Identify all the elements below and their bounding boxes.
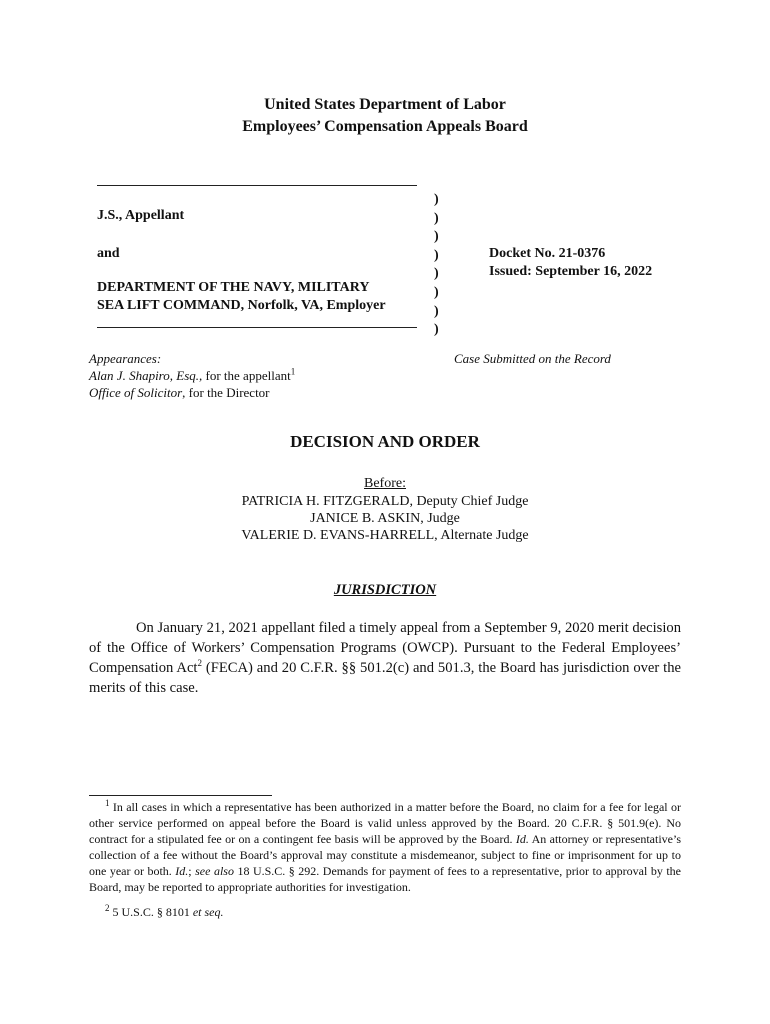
caption-paren: ) xyxy=(434,266,439,282)
caption-paren: ) xyxy=(434,303,439,319)
caption-paren: ) xyxy=(434,229,439,245)
employer-line-1: DEPARTMENT OF THE NAVY, MILITARY xyxy=(97,280,370,295)
solicitor-role: , for the Director xyxy=(182,385,270,400)
caption-paren: ) xyxy=(434,284,439,300)
footnote-1: $^1$ In all cases in which a representative has been authorized in a matter before the Board, no claim for a fee for legal or other service performed on appeal before the Board is valid unless approved by the Board. 20 C.F.R. § 501.9(e). No contract for a stipulated fee or on a contingent fee basis will be approved by the Board. Id. An attorney or representative’s collection of a fee without the Board’s approval may constitute a misdemeanor, subject to fine or imprisonment for up to one year or both. Id.; see also 18 U.S.C. § 292. Demands for payment of fees to a representative, prior to approval by the Board, may be reported to appropriate authorities for investigation. xyxy=(89,798,681,894)
caption-and: and xyxy=(97,246,120,261)
caption-paren: ) xyxy=(434,192,439,207)
appellant-name: J.S., Appellant xyxy=(97,208,185,223)
judge-name: PATRICIA H. FITZGERALD, Deputy Chief Judge xyxy=(241,494,529,509)
footnote-ref-2: 2 xyxy=(197,658,202,669)
caption-bottom-rule xyxy=(97,327,417,328)
caption-top-rule xyxy=(97,185,417,186)
caption-paren: ) xyxy=(434,247,439,263)
employer-line-2: SEA LIFT COMMAND, Norfolk, VA, Employer xyxy=(97,298,386,313)
board-name: Employees’ Compensation Appeals Board xyxy=(242,118,528,135)
caption-paren-column xyxy=(434,191,446,340)
before-label: Before: xyxy=(364,476,406,491)
appellant-counsel xyxy=(89,367,295,384)
footnote-number: 2 xyxy=(105,903,110,913)
docket-number: Docket No. 21-0376 xyxy=(489,246,606,261)
jurisdiction-paragraph: On January 21, 2021 appellant filed a timely appeal from a September 9, 2020 merit decision of the Office of Workers’ Compensation Programs (OWCP). Pursuant to the Federal Employees’ Compensation Act$^2$ (FECA) and 20 C.F.R. §§ 501.2(c) and 501.3, the Board has jurisdiction over the merits of this case. xyxy=(89,620,681,696)
judge-name: VALERIE D. EVANS-HARRELL, Alternate Judge xyxy=(241,528,529,543)
caption-paren: ) xyxy=(434,210,439,226)
director-counsel xyxy=(89,384,270,401)
footnote-ref-1: 1 xyxy=(290,366,296,377)
judge-name: JANICE B. ASKIN, Judge xyxy=(310,511,460,526)
counsel-role: for the appellant xyxy=(202,368,291,383)
appearances-label: Appearances: xyxy=(89,351,162,366)
footnote-number: 1 xyxy=(105,798,110,808)
decision-title: DECISION AND ORDER xyxy=(290,432,480,451)
counsel-name: Alan J. Shapiro, Esq., xyxy=(89,368,203,383)
agency-name: United States Department of Labor xyxy=(264,96,506,113)
submission-note: Case Submitted on the Record xyxy=(454,351,611,366)
solicitor-name: Office of Solicitor xyxy=(89,385,183,400)
issued-date: Issued: September 16, 2022 xyxy=(489,264,653,279)
jurisdiction-heading: JURISDICTION xyxy=(333,582,437,598)
caption-paren: ) xyxy=(434,322,439,338)
footnote-separator xyxy=(89,795,272,796)
footnote-2: $^2$ 5 U.S.C. § 8101 et seq. xyxy=(105,903,224,919)
